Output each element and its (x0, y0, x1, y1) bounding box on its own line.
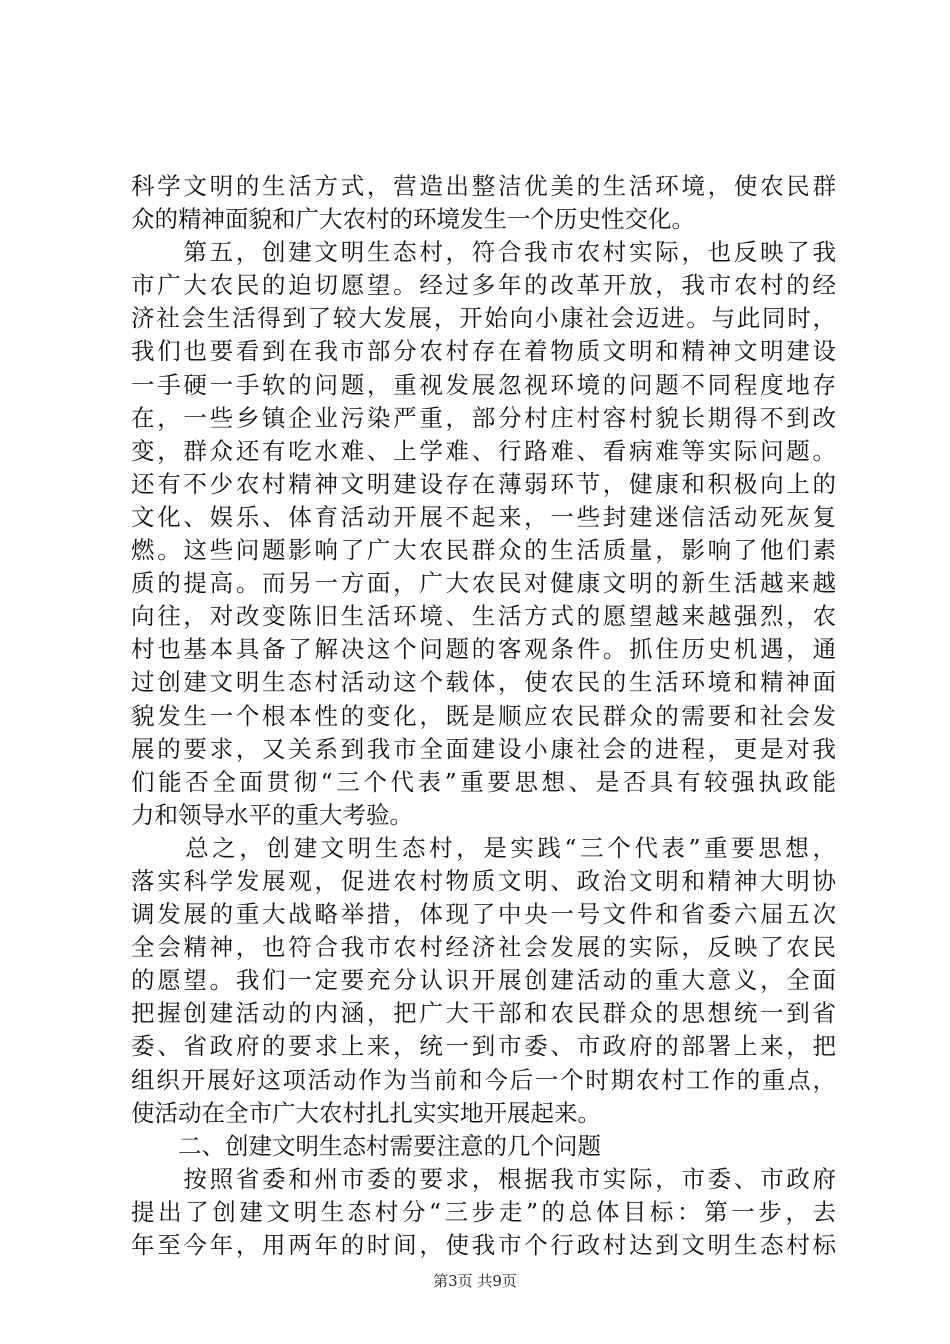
text-line: 村也基本具备了解决这个问题的客观条件。抓住历史机遇，通 (131, 635, 836, 664)
text-line: 还有不少农村精神文明建设存在薄弱环节，健康和积极向上的 (131, 469, 836, 498)
text-line: 力和领导水平的重大考验。 (131, 800, 413, 829)
text-line: 质的提高。而另一方面，广大农民对健康文明的新生活越来越 (131, 569, 836, 598)
text-line: 全会精神，也符合我市农村经济社会发展的实际，反映了农民 (131, 933, 836, 962)
text-line: 调发展的重大战略举措，体现了中央一号文件和省委六届五次 (131, 900, 836, 929)
text-line: 一手硬一手软的问题，重视发展忽视环境的问题不同程度地存 (131, 370, 836, 399)
text-line: 按照省委和州市委的要求，根据我市实际，市委、市政府 (131, 1164, 836, 1193)
text-line: 年至今年，用两年的时间，使我市个行政村达到文明生态村标 (131, 1231, 836, 1259)
text-line: 变，群众还有吃水难、上学难、行路难、看病难等实际问题。 (131, 436, 836, 465)
page-footer: 第3页 共9页 (433, 1272, 517, 1290)
text-line: 我们也要看到在我市部分农村存在着物质文明和精神文明建设 (131, 337, 836, 366)
text-line: 落实科学发展观，促进农村物质文明、政治文明和精神大明协 (131, 866, 836, 895)
text-line: 济社会生活得到了较大发展，开始向小康社会迈进。与此同时， (131, 304, 836, 333)
text-line: 众的精神面貌和广大农村的环境发生一个历史性交化。 (131, 205, 695, 234)
text-line: 向往，对改变陈旧生活环境、生活方式的愿望越来越强烈，农 (131, 602, 836, 631)
text-line: 总之，创建文明生态村，是实践“三个代表”重要思想， (131, 833, 836, 862)
text-line: 组织开展好这项活动作为当前和今后一个时期农村工作的重点， (131, 1065, 836, 1094)
text-line: 在，一些乡镇企业污染严重，部分村庄村容村貌长期得不到改 (131, 403, 836, 432)
text-line: 过创建文明生态村活动这个载体，使农民的生活环境和精神面 (131, 668, 836, 697)
text-line: 文化、娱乐、体育活动开展不起来，一些封建迷信活动死灰复 (131, 502, 836, 531)
text-line: 提出了创建文明生态村分“三步走”的总体目标：第一步，去 (131, 1197, 836, 1226)
text-line: 市广大农民的迫切愿望。经过多年的改革开放，我市农村的经 (131, 271, 836, 300)
text-line: 使活动在全市广大农村扎扎实实地开展起来。 (131, 1098, 601, 1127)
text-line: 的愿望。我们一定要充分认识开展创建活动的重大意义，全面 (131, 966, 836, 995)
text-line: 们能否全面贯彻“三个代表”重要思想、是否具有较强执政能 (131, 767, 836, 796)
text-line: 貌发生一个根本性的变化，既是顺应农民群众的需要和社会发 (131, 701, 836, 730)
text-line: 第五，创建文明生态村，符合我市农村实际，也反映了我 (131, 238, 836, 267)
text-line: 二、创建文明生态村需要注意的几个问题 (131, 1131, 601, 1160)
text-line: 委、省政府的要求上来，统一到市委、市政府的部署上来，把 (131, 1032, 836, 1061)
text-line: 把握创建活动的内涵，把广大干部和农民群众的思想统一到省 (131, 999, 836, 1028)
text-line: 燃。这些问题影响了广大农民群众的生活质量，影响了他们素 (131, 536, 836, 565)
text-line: 展的要求，又关系到我市全面建设小康社会的进程，更是对我 (131, 734, 836, 763)
document-body (131, 170, 836, 1262)
text-line: 科学文明的生活方式，营造出整洁优美的生活环境，使农民群 (131, 172, 836, 200)
